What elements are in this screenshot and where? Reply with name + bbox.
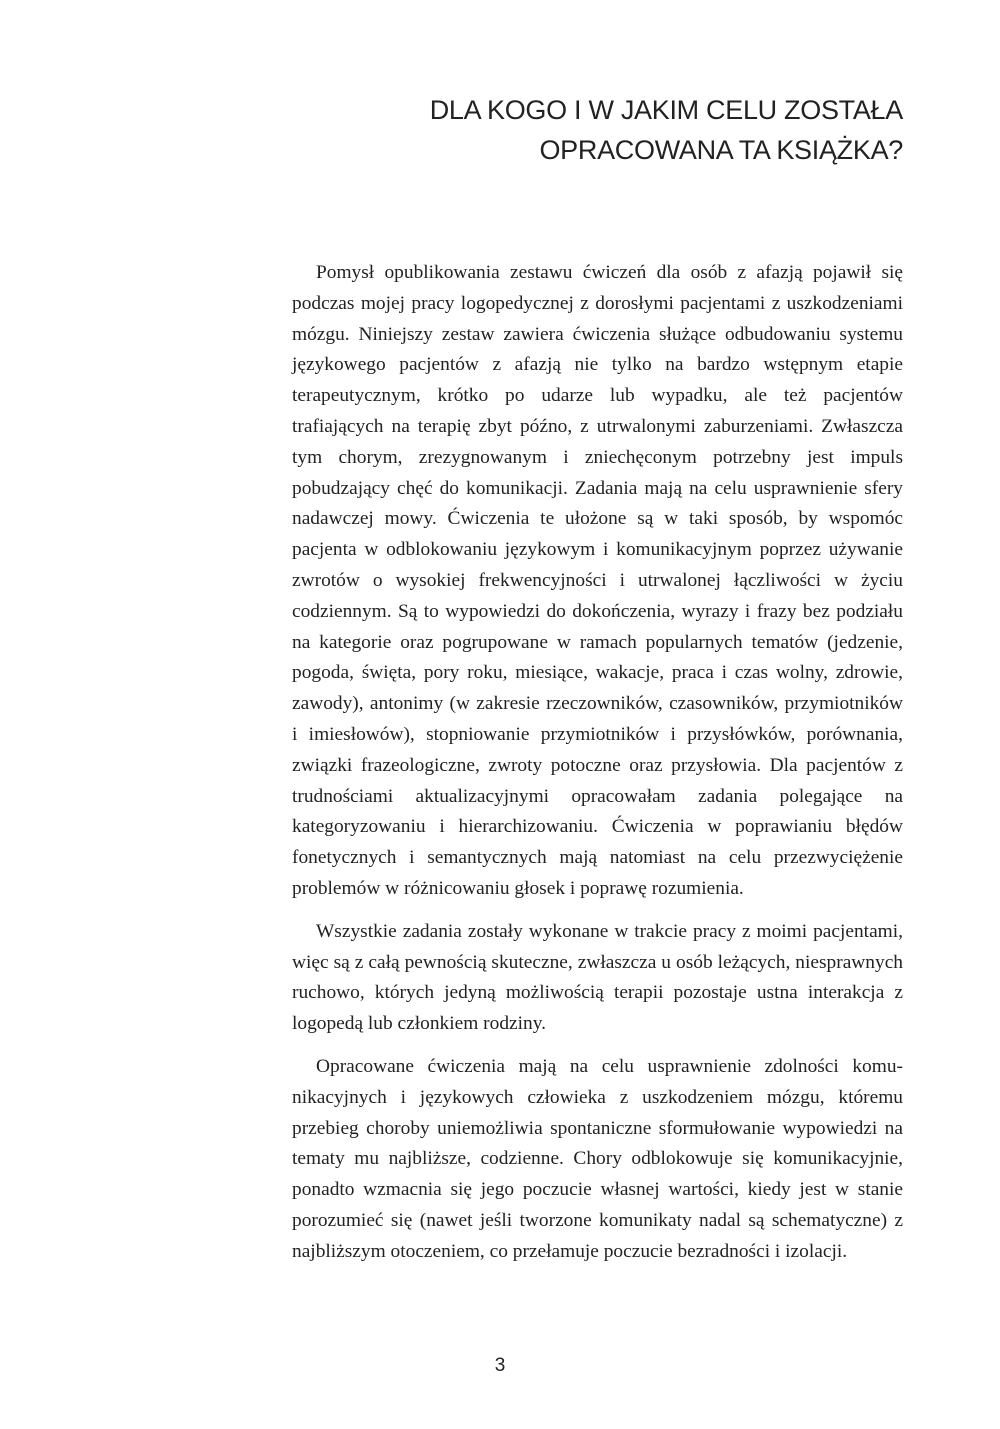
chapter-heading: [303, 90, 903, 170]
chapter-heading-line-2: OPRACOWANA TA KSIĄŻKA?: [539, 135, 903, 165]
body-text: [292, 258, 903, 1280]
chapter-heading-line-1: DLA KOGO I W JAKIM CELU ZOSTAŁA: [429, 95, 903, 125]
page-number: 3: [494, 1355, 506, 1376]
paragraph-3: Opracowane ćwiczenia mają na celu usprawnienie zdolności komunikacyjnych i językowych człowieka z uszkodzeniem mózgu, któremu przebieg choroby uniemożliwia spontaniczne sformułowanie wypowiedzi na tematy mu najbliższe, codzienne. Chory odblokowuje się komunikacyjnie, ponadto wzmacnia się jego poczucie własnej wartości, kiedy jest w stanie porozumieć się (nawet jeśli tworzone komunikaty nadal są schematyczne) z najbliższym otoczeniem, co przełamuje poczucie bezradności i izolacji.: [292, 1055, 903, 1262]
paragraph-2: Wszystkie zadania zostały wykonane w trakcie pracy z moimi pacjentami, więc są z całą pewnością skuteczne, zwłaszcza u osób leżących, niesprawnych ruchowo, których jedyną możliwością terapii pozostaje ustna interakcja z logopedą lub członkiem rodziny.: [292, 920, 903, 1035]
paragraph-1: Pomysł opublikowania zestawu ćwiczeń dla osób z afazją pojawił się podczas mojej pracy logopedycznej z dorosłymi pacjentami z uszkodzeniami mózgu. Niniejszy zestaw zawiera ćwiczenia służące odbudowaniu systemu językowego pacjentów z afazją nie tylko na bardzo wstępnym etapie terapeutycznym, krótko po udarze lub wypadku, ale też pacjentów trafiających na terapię zbyt późno, z utrwalonymi zaburzeniami. Zwłaszcza tym chorym, zrezygnowanym i zniechęconym potrzebny jest impuls pobudzający chęć do komunikacji. Zadania mają na celu usprawnienie sfery nadawczej mowy. Ćwiczenia te ułożone są w taki sposób, by wspomóc pacjenta w odblokowaniu językowym i komunikacyjnym poprzez używanie zwrotów o wysokiej frekwencyjności i utrwalonej łączliwości w życiu codziennym. Są to wypowiedzi do dokończenia, wyrazy i frazy bez podziału na kategorie oraz pogrupowane w ramach popularnych tematów (jedzenie, pogoda, święta, pory roku, miesiące, wakacje, praca i czas wolny, zdrowie, zawody), antonimy (w zakresie rzeczowników, czasowników, przymiotników i imiesłowów), stopniowanie przymiotników i przysłówków, porównania, związki frazeologiczne, zwroty potoczne oraz przysłowia. Dla pacjentów z trudnościami aktualizacyjnymi opracowałam zadania polegające na kategoryzowaniu i hierarchizowaniu. Ćwiczenia w poprawianiu błędów fonetycznych i semantycznych mają natomiast na celu przezwyciężenie problemów w różnicowaniu głosek i poprawę rozumienia.: [292, 262, 903, 899]
